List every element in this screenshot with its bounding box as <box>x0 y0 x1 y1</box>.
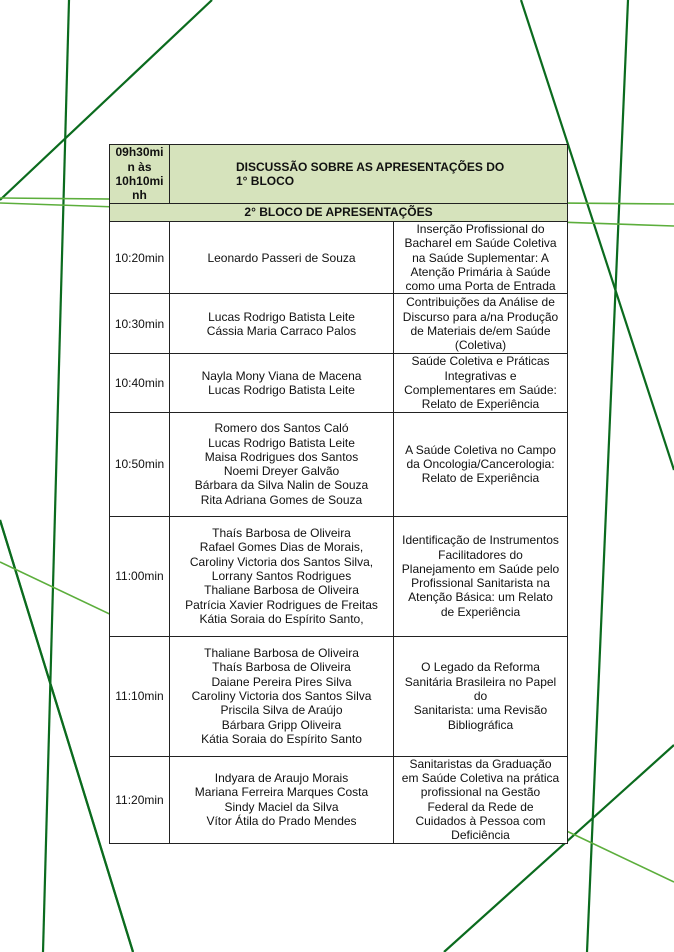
presenters-cell <box>170 412 394 516</box>
presentation-title-cell-line: Relato de Experiência <box>421 397 540 412</box>
header-time-line: 09h30mi <box>115 145 164 160</box>
presentation-title-cell <box>394 354 568 412</box>
presentation-title-cell-line: A Saúde Coletiva no Campo <box>405 442 556 457</box>
presentation-title-cell-line: Sanitaristas da Graduação <box>409 756 552 771</box>
presentation-title-cell-line: Cuidados à Pessoa com <box>415 813 546 828</box>
presentation-title-cell-line: Federal da Rede de <box>427 799 534 814</box>
presenters-cell-line: Caroliny Victoria dos Santos Silva, <box>189 554 374 569</box>
presentation-title-cell-line: Saúde Coletiva e Práticas <box>411 354 550 369</box>
header-title-line: DISCUSSÃO SOBRE AS APRESENTAÇÕES DO <box>236 159 505 174</box>
presenters-cell-line: Kátia Soraia do Espírito Santo, <box>199 611 364 626</box>
presentation-title-cell-line: Bibliográfica <box>447 717 514 732</box>
presenters-cell-line: Thaís Barbosa de Oliveira <box>212 660 351 675</box>
presentation-title-cell-line: Integrativas e <box>444 368 517 383</box>
presentation-title-cell-line: Atenção Básica: um Relato <box>408 590 553 605</box>
presentation-title-cell <box>394 222 568 294</box>
presenters-cell-line: Romero dos Santos Caló <box>214 421 349 436</box>
presenters-cell-line: Vítor Átila do Prado Mendes <box>206 813 357 828</box>
table-row <box>110 516 568 636</box>
presenters-cell <box>170 354 394 412</box>
presenters-cell <box>170 222 394 294</box>
presentation-title-cell-line: do <box>473 689 488 704</box>
presentation-title-cell-line: de Materiais de/em Saúde <box>410 323 551 338</box>
presentation-title-cell-line: Relato de Experiência <box>421 471 540 486</box>
presentation-title-cell-line: Atenção Primária à Saúde <box>410 264 551 279</box>
section-row <box>110 204 568 222</box>
presentation-title-cell-line: da Oncologia/Cancerologia: <box>406 457 555 472</box>
time-cell: 11:20min <box>110 756 170 843</box>
presentation-title-cell-line: como uma Porta de Entrada <box>405 279 556 294</box>
time-cell: 11:00min <box>110 516 170 636</box>
presentation-title-cell-line: em Saúde Coletiva na prática <box>401 771 560 786</box>
header-time <box>110 145 170 204</box>
presenters-cell <box>170 636 394 756</box>
presentation-title-cell <box>394 756 568 843</box>
presentation-title-cell-line: profissional na Gestão <box>420 785 541 800</box>
presentation-title-cell-line: Sanitarista: uma Revisão <box>413 703 548 718</box>
presenters-cell-line: Thaís Barbosa de Oliveira <box>212 526 351 541</box>
presenters-cell-line: Rita Adriana Gomes de Souza <box>200 492 363 507</box>
header-title-line: 1° BLOCO <box>236 174 295 188</box>
presentation-title-cell-line: (Coletiva) <box>454 338 507 353</box>
presentation-title-cell-line: Facilitadores do <box>438 547 523 562</box>
time-cell: 10:40min <box>110 354 170 412</box>
presentation-title-cell <box>394 294 568 354</box>
presentation-title-cell-line: Identificação de Instrumentos <box>402 533 559 548</box>
presenters-cell-line: Indyara de Araujo Morais <box>214 771 349 786</box>
presentation-title-cell-line: Profissional Sanitarista na <box>411 576 550 591</box>
presenters-cell-line: Lucas Rodrigo Batista Leite <box>208 435 355 450</box>
time-cell: 11:10min <box>110 636 170 756</box>
table-row <box>110 354 568 412</box>
presentation-title-cell-line: Planejamento em Saúde pelo <box>401 561 560 576</box>
header-title <box>170 145 568 204</box>
table-row <box>110 412 568 516</box>
presenters-cell-line: Mariana Ferreira Marques Costa <box>194 785 369 800</box>
presenters-cell-line: Kátia Soraia do Espírito Santo <box>201 731 362 746</box>
table-row <box>110 756 568 843</box>
header-time-line: nh <box>132 188 147 203</box>
presentation-title-cell <box>394 636 568 756</box>
presenters-cell-line: Maisa Rodrigues dos Santos <box>204 449 359 464</box>
presenters-cell-line: Bárbara da Silva Nalin de Souza <box>194 478 369 493</box>
presentation-title-cell-line: Deficiência <box>451 828 510 843</box>
presenters-cell-line: Cássia Maria Carraco Palos <box>206 323 357 338</box>
time-cell: 10:30min <box>110 294 170 354</box>
section-title: 2° BLOCO DE APRESENTAÇÕES <box>110 204 568 222</box>
presenters-cell-line: Lorrany Santos Rodrigues <box>211 569 352 584</box>
table-row <box>110 636 568 756</box>
presenters-cell-line: Priscila Silva de Araújo <box>220 703 343 718</box>
presenters-cell-line: Thaliane Barbosa de Oliveira <box>204 646 359 661</box>
table-row <box>110 222 568 294</box>
presenters-cell-line: Rafael Gomes Dias de Morais, <box>199 540 364 555</box>
presentation-title-cell-line: Contribuições da Análise de <box>406 295 555 310</box>
presentation-title-cell-line: na Saúde Suplementar: A <box>412 250 549 265</box>
presenters-cell-line: Patrícia Xavier Rodrigues de Freitas <box>185 597 378 612</box>
presenters-cell-line: Lucas Rodrigo Batista Leite <box>208 309 355 324</box>
header-time-line: 10h10mi <box>115 174 164 188</box>
presentation-title-cell-line: Bacharel em Saúde Coletiva <box>404 236 557 251</box>
presenters-cell-line: Noemi Dreyer Galvão <box>223 464 340 479</box>
presentation-title-cell-line: Complementares em Saúde: <box>404 383 557 398</box>
presenters-cell-line: Bárbara Gripp Oliveira <box>221 717 342 732</box>
presentation-title-cell-line: Sanitária Brasileira no Papel <box>404 674 557 689</box>
presenters-cell-line: Caroliny Victoria dos Santos Silva <box>191 689 372 704</box>
presenters-cell-line: Daiane Pereira Pires Silva <box>211 674 352 689</box>
presentation-title-cell <box>394 412 568 516</box>
presenters-cell-line: Thaliane Barbosa de Oliveira <box>204 583 359 598</box>
schedule-table <box>109 144 568 844</box>
table-row <box>110 294 568 354</box>
presenters-cell-line: Sindy Maciel da Silva <box>224 799 339 814</box>
header-time-line: n às <box>127 159 152 174</box>
presenters-cell <box>170 516 394 636</box>
presenters-cell-line: Lucas Rodrigo Batista Leite <box>208 383 355 398</box>
presenters-cell-line: Nayla Mony Viana de Macena <box>201 368 362 383</box>
presentation-title-cell <box>394 516 568 636</box>
presenters-cell <box>170 756 394 843</box>
time-cell: 10:50min <box>110 412 170 516</box>
time-cell: 10:20min <box>110 222 170 294</box>
presentation-title-cell-line: Inserção Profissional do <box>416 222 545 236</box>
presentation-title-cell-line: O Legado da Reforma <box>421 660 540 675</box>
header-row <box>110 145 568 204</box>
presentation-title-cell-line: de Experiência <box>440 604 521 619</box>
presenters-cell <box>170 294 394 354</box>
presenters-cell-line: Leonardo Passeri de Souza <box>207 250 356 265</box>
presentation-title-cell-line: Discurso para a/na Produção <box>402 309 559 324</box>
